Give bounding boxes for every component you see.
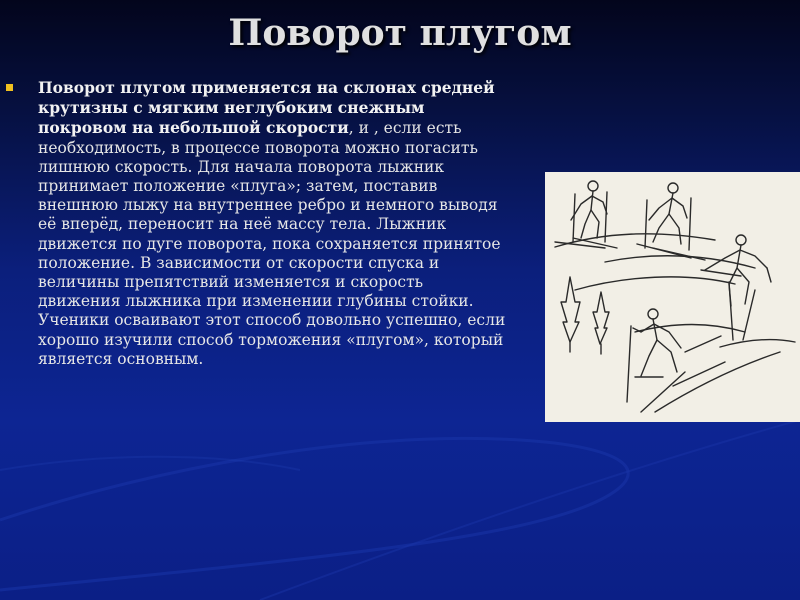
body-text-bold: Поворот плугом применяется на склонах средней крутизны с мягким неглубоким снежным покровом на небольшой скорости [38,78,495,138]
slide-body-text [38,78,508,369]
skier-illustration [545,172,800,422]
slide-title: Поворот плугом [228,12,572,54]
bullet-marker [6,84,13,91]
body-text-regular: , и , если есть необходимость, в процессе поворота можно погасить лишнюю скорость. Для начала поворота лыжник принимает положение «плуга»; затем, поставив внешнюю лыжу на внутреннее ребро и немного выводя её вперёд, переносит на неё массу тела. Лыжник движется по дуге поворота, пока сохраняется принятое положение. В зависимости от скорости спуска и величины препятствий изменяется и скорость движения лыжника при изменении глубины стойки. Ученики осваивают этот способ довольно успешно, если хорошо изучили способ торможения «плугом», который является основным. [38,119,506,368]
skier-plough-turn-icon [545,172,800,422]
